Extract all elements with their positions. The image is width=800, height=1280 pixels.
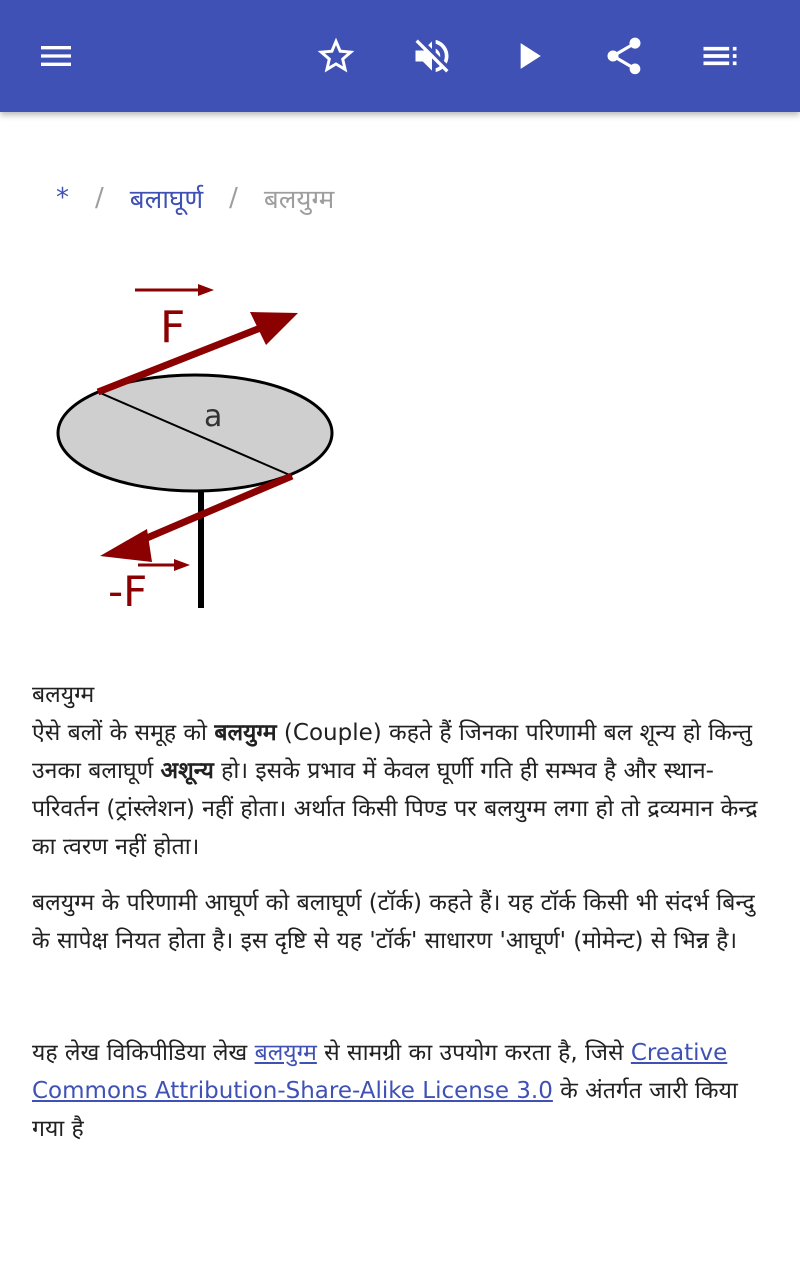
toc-list-icon xyxy=(698,34,742,78)
text: हो। इसके प्रभाव में केवल घूर्णी गति ही सम्भव है और स्थान-परिवर्तन (ट्रांस्लेशन) नहीं होता। अर्थात किसी पिण्ड पर बलयुग्म लगा हो तो द्रव्यमान केन्द्र का त्वरण नहीं होता। xyxy=(32,758,758,860)
text: ऐसे बलों के समूह को xyxy=(32,720,215,746)
share-button[interactable] xyxy=(592,24,656,88)
wikipedia-article-link[interactable]: बलयुग्म xyxy=(254,1040,317,1066)
mute-button[interactable] xyxy=(400,24,464,88)
arm-label: a xyxy=(204,399,223,434)
text: (Couple) कहते हैं जिनका परिणामी बल शून्य हो किन्तु उनका बलाघूर्ण xyxy=(32,720,753,784)
breadcrumb-current: बलयुग्म xyxy=(263,185,335,215)
breadcrumb-root[interactable]: * xyxy=(56,183,69,213)
paragraph-1 xyxy=(32,714,772,866)
breadcrumb-parent[interactable]: बलाघूर्ण xyxy=(129,185,204,215)
breadcrumb-separator: / xyxy=(95,183,104,213)
attribution xyxy=(32,1034,772,1148)
menu-button[interactable] xyxy=(24,24,88,88)
neg-force-vector-bar-head xyxy=(174,559,190,571)
text: के अंतर्गत जारी किया गया है xyxy=(32,1078,738,1142)
paragraph-2: बलयुग्म के परिणामी आघूर्ण को बलाघूर्ण (टॉर्क) कहते हैं। यह टॉर्क किसी भी संदर्भ बिन्दु के सापेक्ष नियत होता है। इस दृष्टि से यह 'टॉर्क' साधारण 'आघूर्ण' (मोमेन्ट) से भिन्न है। xyxy=(32,890,755,954)
couple-diagram xyxy=(40,270,360,620)
breadcrumb xyxy=(56,178,334,218)
force-label: F xyxy=(160,302,186,353)
breadcrumb-separator: / xyxy=(229,183,238,213)
text: यह लेख विकिपीडिया लेख xyxy=(32,1040,255,1066)
force-vector-bar-head xyxy=(198,284,214,296)
bold-term-couple: बलयुग्म xyxy=(214,720,277,746)
volume-off-icon xyxy=(410,34,454,78)
figure-caption xyxy=(32,676,772,714)
play-icon xyxy=(506,34,550,78)
bold-term-nonzero: अशून्य xyxy=(160,758,214,784)
menu-icon xyxy=(36,36,76,76)
license-link[interactable]: Creative Commons Attribution-Share-Alike License 3.0 xyxy=(32,1040,728,1104)
play-button[interactable] xyxy=(496,24,560,88)
app-bar xyxy=(0,0,800,112)
favorite-button[interactable] xyxy=(304,24,368,88)
share-icon xyxy=(602,34,646,78)
text: से सामग्री का उपयोग करता है, जिसे xyxy=(316,1040,631,1066)
star-outline-icon xyxy=(314,34,358,78)
neg-force-label: -F xyxy=(108,567,148,616)
caption-text: बलयुग्म xyxy=(32,682,95,708)
contents-button[interactable] xyxy=(688,24,752,88)
neg-force-arrowhead xyxy=(100,529,152,562)
article-body xyxy=(32,676,772,1148)
